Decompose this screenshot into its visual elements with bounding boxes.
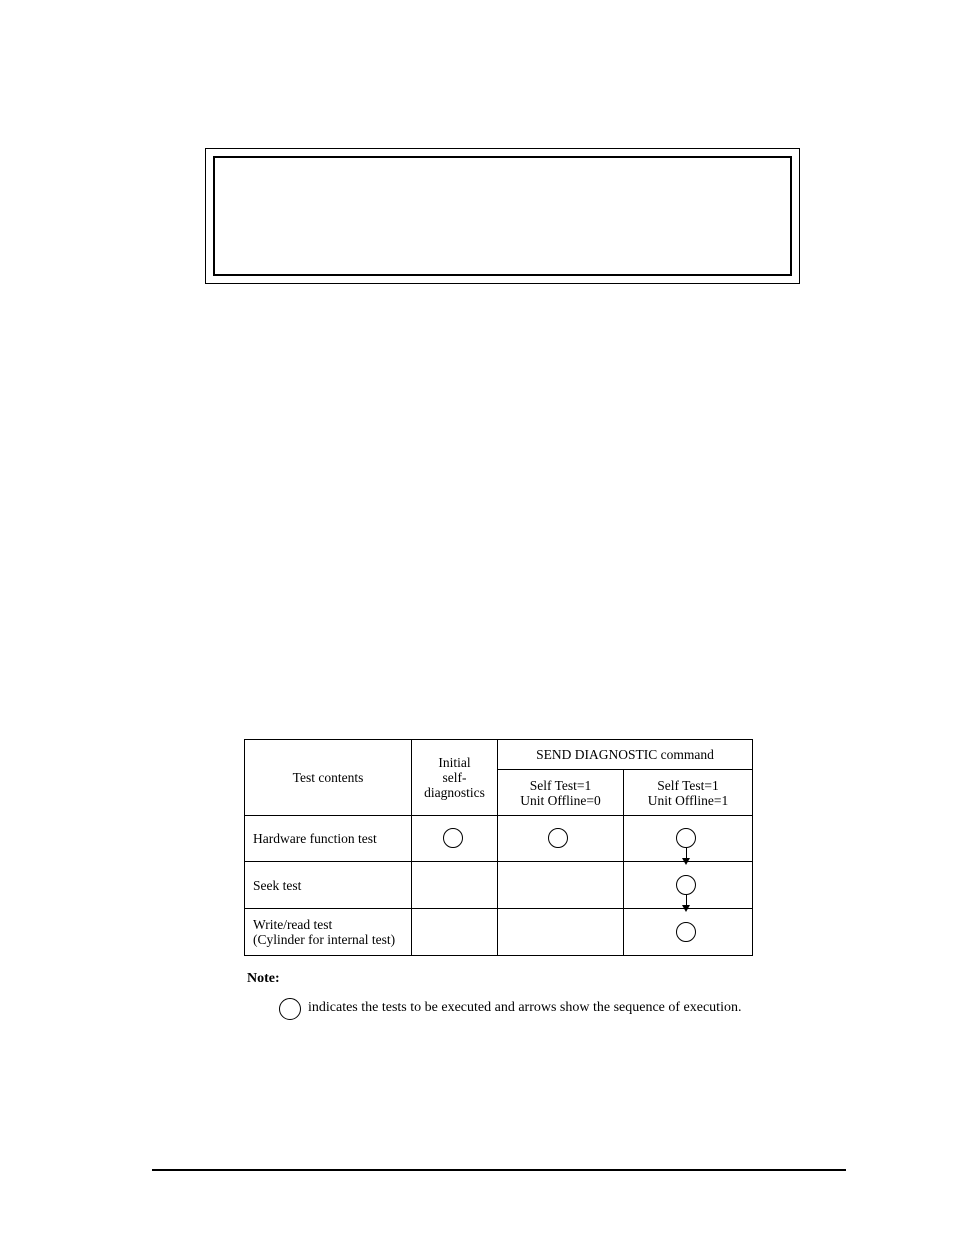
note-label: Note: <box>247 971 280 986</box>
table-cell <box>498 862 624 909</box>
row-label: Hardware function test <box>245 816 412 862</box>
arrow-down-icon <box>682 905 690 912</box>
diagnostics-table <box>244 739 753 956</box>
execution-circle-icon <box>676 875 696 895</box>
table-cell <box>498 909 624 956</box>
header-test-contents: Test contents <box>245 740 412 816</box>
execution-circle-icon <box>676 922 696 942</box>
header-send-diagnostic: SEND DIAGNOSTIC command <box>498 740 753 770</box>
header-self-test-offline-1: Self Test=1 Unit Offline=1 <box>624 770 753 816</box>
execution-circle-icon <box>443 828 463 848</box>
header-self-test-offline-0: Self Test=1 Unit Offline=0 <box>498 770 624 816</box>
table-cell <box>412 862 498 909</box>
footer-divider <box>152 1169 846 1171</box>
note-text: indicates the tests to be executed and arrows show the sequence of execution. <box>308 1000 742 1015</box>
header-initial-self-diagnostics: Initial self- diagnostics <box>412 740 498 816</box>
notice-box <box>205 148 800 284</box>
table-cell <box>412 909 498 956</box>
row-label: Write/read test (Cylinder for internal test) <box>245 909 412 956</box>
execution-circle-icon <box>548 828 568 848</box>
row-label: Seek test <box>245 862 412 909</box>
notice-box-inner <box>213 156 792 276</box>
arrow-down-icon <box>682 858 690 865</box>
legend-circle-icon <box>279 998 301 1020</box>
execution-circle-icon <box>676 828 696 848</box>
